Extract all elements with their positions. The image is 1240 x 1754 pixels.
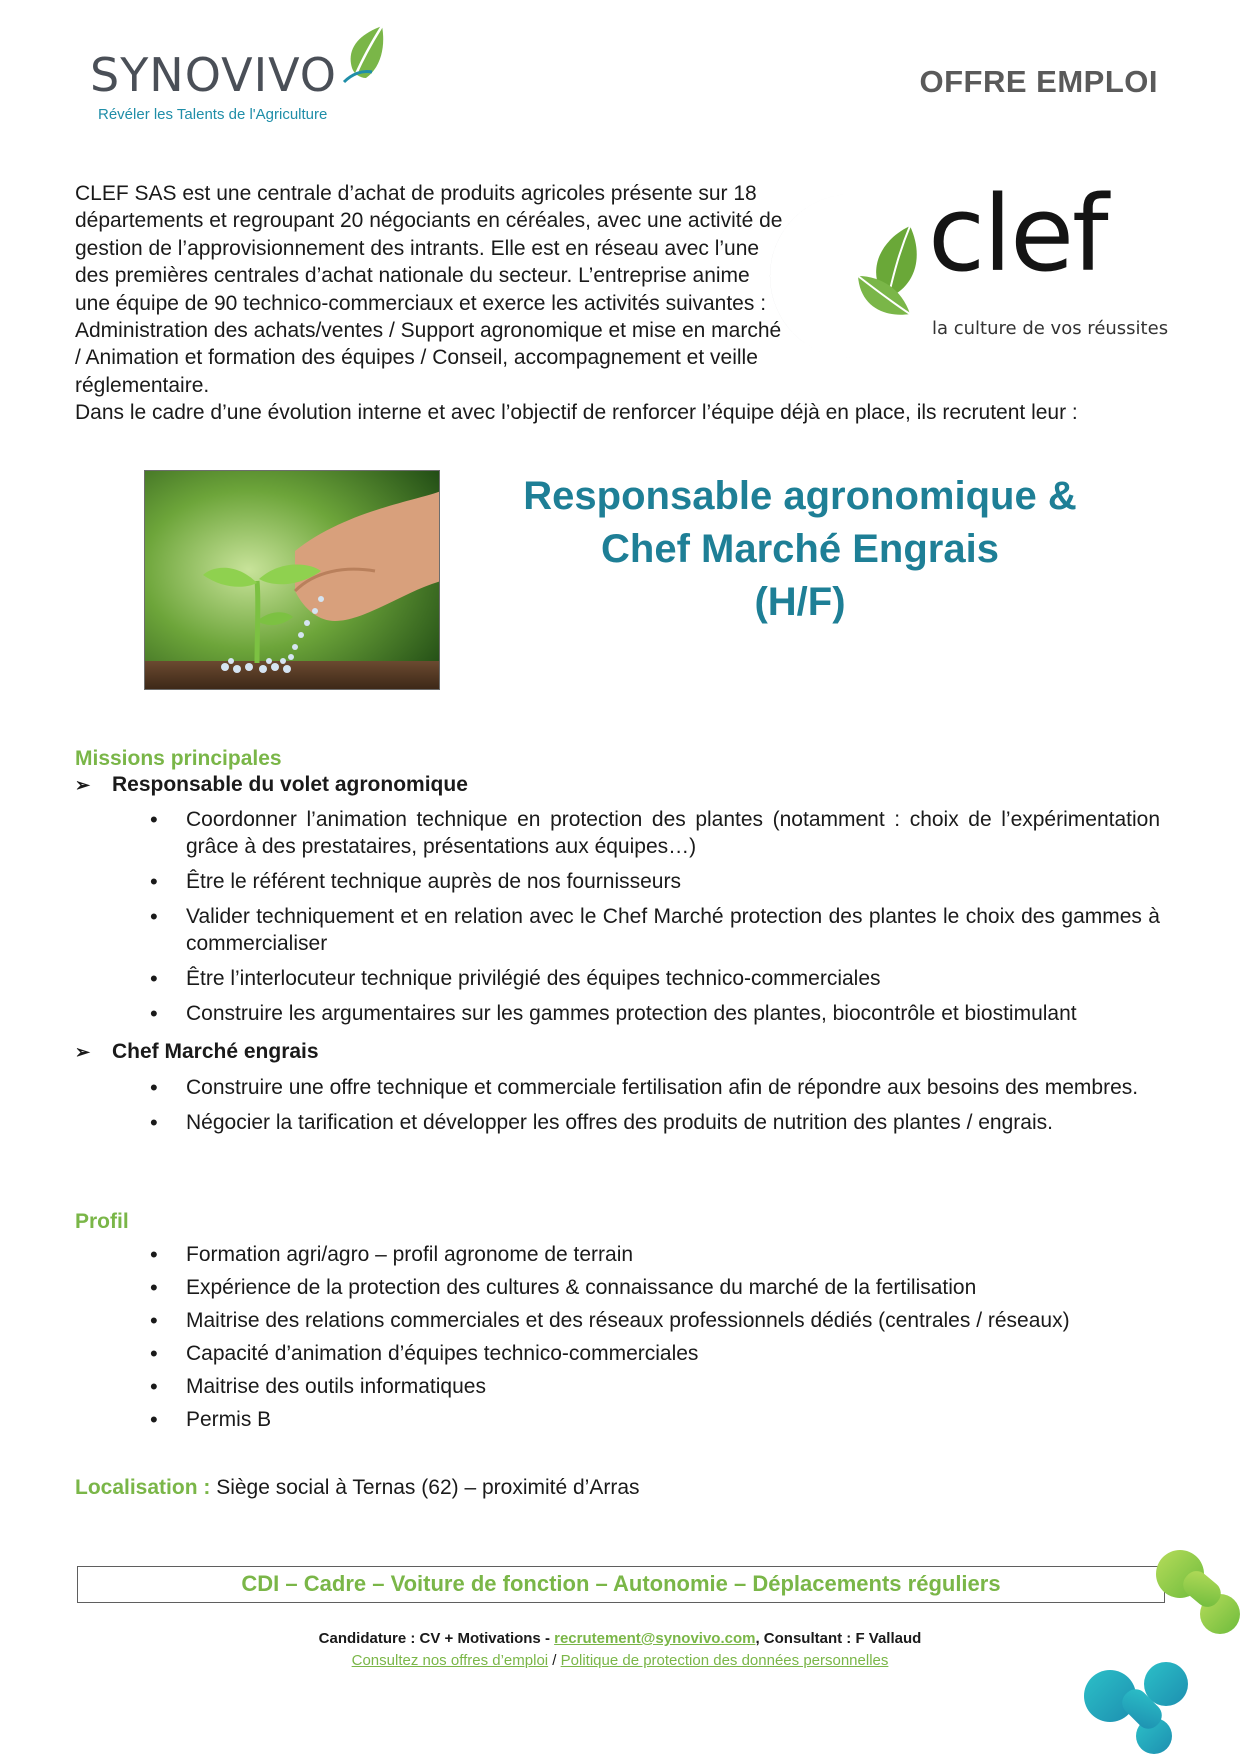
synovivo-wordmark: SYNOVIVO <box>90 48 338 102</box>
synovivo-logo <box>90 24 390 124</box>
list-item: • Expérience de la protection des cultures & connaissance du marché de la fertilisation <box>150 1274 1160 1301</box>
clef-tagline: la culture de vos réussites <box>932 318 1169 339</box>
application-prefix: Candidature : CV + Motivations - <box>318 1630 555 1647</box>
list-item: • Coordonner l’animation technique en protection des plantes (notamment : choix de l’expérimentation grâce à des prestataires, présentations aux équipes…) <box>150 806 1160 860</box>
list-item: • Valider techniquement et en relation avec le Chef Marché protection des plantes le choix des gammes à commercialiser <box>150 903 1160 957</box>
list-item: • Négocier la tarification et développer les offres des produits de nutrition des plantes / engrais. <box>150 1109 1160 1136</box>
benefits-banner: CDI – Cadre – Voiture de fonction – Autonomie – Déplacements réguliers <box>77 1566 1165 1603</box>
job-title-line-2: Chef Marché Engrais <box>601 527 999 571</box>
company-description <box>75 173 1165 427</box>
profil-heading: Profil <box>75 1210 129 1233</box>
job-title-line-3: (H/F) <box>754 580 846 624</box>
job-offers-link[interactable]: Consultez nos offres d’emploi <box>351 1652 549 1669</box>
location-label: Localisation : <box>75 1476 211 1499</box>
job-title <box>470 470 1130 629</box>
plant-hand-image <box>144 470 440 690</box>
clef-wordmark: clef <box>928 173 1107 295</box>
synovivo-tagline: Révéler les Talents de l'Agriculture <box>98 106 328 123</box>
footer-links <box>0 1652 1240 1669</box>
list-item: • Maitrise des relations commerciales et des réseaux professionnels dédiés (centrales / réseaux) <box>150 1307 1160 1334</box>
leaf-icon <box>342 24 388 84</box>
mission-group-1-list <box>150 806 1160 1027</box>
dot-cluster-decoration <box>1070 1546 1240 1754</box>
mission-group-2-list <box>150 1074 1160 1136</box>
link-separator: / <box>548 1652 561 1669</box>
list-item: • Construire les argumentaires sur les gammes protection des plantes, biocontrôle et biostimulant <box>150 1000 1160 1027</box>
missions-heading: Missions principales <box>75 747 282 770</box>
email-link[interactable]: recrutement@synovivo.com <box>554 1630 756 1647</box>
mission-group-label: Responsable du volet agronomique <box>112 773 468 796</box>
list-item: • Être l’interlocuteur technique privilégié des équipes technico-commerciales <box>150 965 1160 992</box>
mission-group-1-title <box>75 773 468 797</box>
list-item: • Maitrise des outils informatiques <box>150 1373 1160 1400</box>
privacy-policy-link[interactable]: Politique de protection des données personnelles <box>560 1652 889 1669</box>
mission-group-label: Chef Marché engrais <box>112 1040 319 1063</box>
location <box>75 1476 640 1500</box>
list-item: • Capacité d’animation d’équipes technico-commerciales <box>150 1340 1160 1367</box>
intro-paragraph: CLEF SAS est une centrale d’achat de produits agricoles présente sur 18 départements et regroupant 20 négociants en céréales, avec une activité de gestion de l’approvisionnement des intrants. Elle est en réseau avec l’une des premières centrales d’achat nationale du secteur. L’entreprise anime une équipe de 90 technico-commerciaux et exerce les activités suivantes : Administration des achats/ventes / Support agronomique et mise en marché / Animation et formation des équipes / Conseil, accompagnement et veille réglementaire. <box>75 182 783 397</box>
intro-closing: Dans le cadre d’une évolution interne et avec l’objectif de renforcer l’équipe déjà en place, ils recrutent leur : <box>75 401 1078 425</box>
location-value: Siège social à Ternas (62) – proximité d’Arras <box>216 1476 640 1499</box>
consultant-info: , Consultant : F Vallaud <box>755 1630 922 1647</box>
mission-group-2-title <box>75 1040 319 1064</box>
logo-float-spacer <box>785 173 1165 366</box>
profil-list <box>150 1241 1160 1433</box>
arrow-bullet-icon: ➢ <box>75 1041 91 1062</box>
document-type-label: OFFRE EMPLOI <box>919 64 1158 99</box>
application-info <box>0 1630 1240 1647</box>
list-item: • Être le référent technique auprès de nos fournisseurs <box>150 868 1160 895</box>
list-item: • Formation agri/agro – profil agronome de terrain <box>150 1241 1160 1268</box>
job-title-line-1: Responsable agronomique & <box>523 474 1077 518</box>
list-item: • Permis B <box>150 1406 1160 1433</box>
arrow-bullet-icon: ➢ <box>75 774 91 795</box>
list-item: • Construire une offre technique et commerciale fertilisation afin de répondre aux besoins des membres. <box>150 1074 1160 1101</box>
